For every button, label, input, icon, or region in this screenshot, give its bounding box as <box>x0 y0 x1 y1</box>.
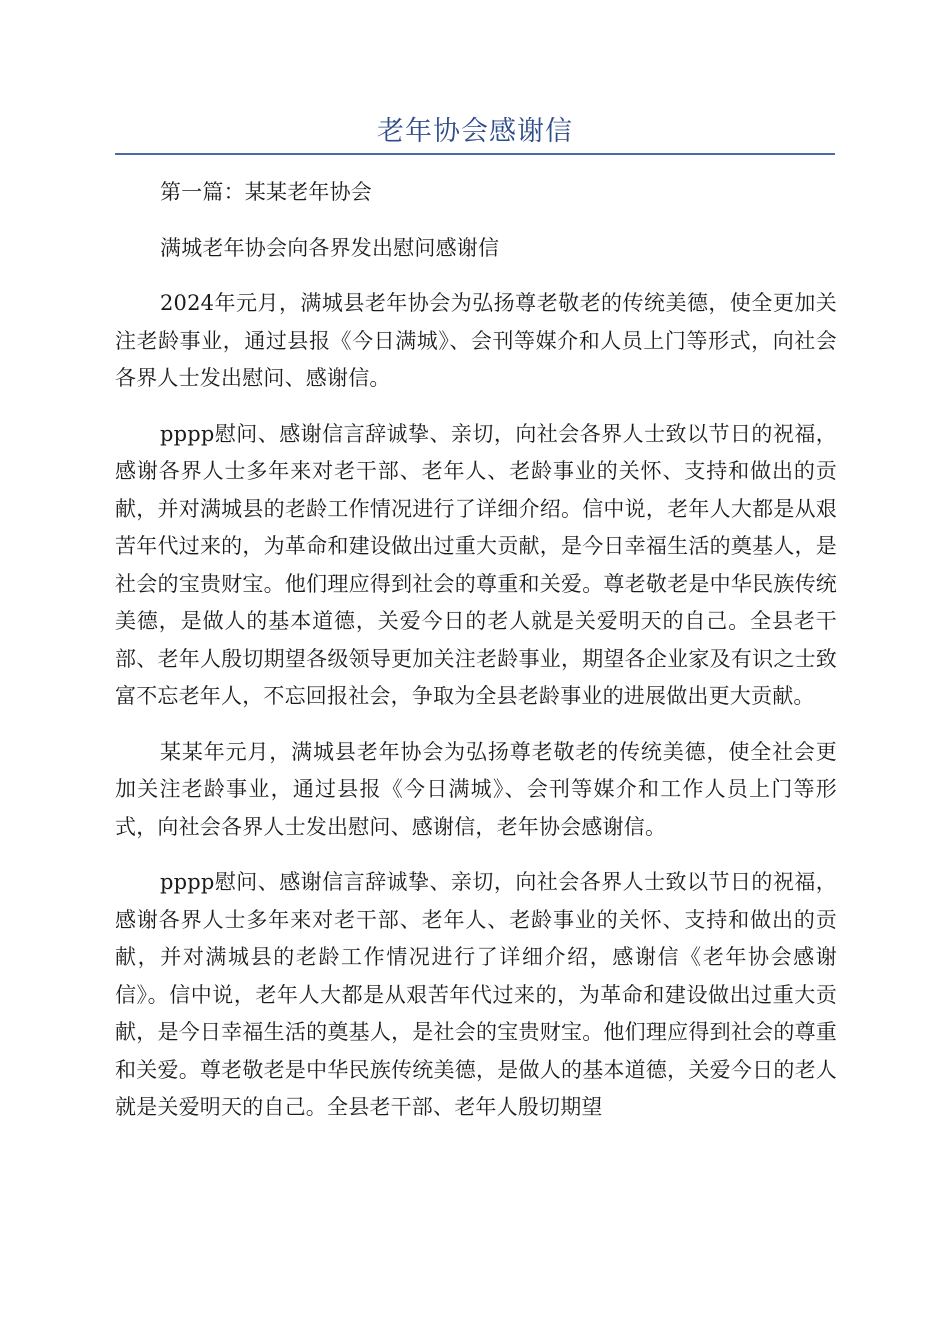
body-paragraph: pppp慰问、感谢信言辞诚挚、亲切，向社会各界人士致以节日的祝福，感谢各界人士多年来对老干部、老年人、老龄事业的关怀、支持和做出的贡献，并对满城县的老龄工作情况进行了详细介绍。信中说，老年人大都是从艰苦年代过来的，为革命和建设做出过重大贡献，是今日幸福生活的奠基人，是社会的宝贵财宝。他们理应得到社会的尊重和关爱。尊老敬老是中华民族传统美德，是做人的基本道德，关爱今日的老人就是关爱明天的自己。全县老干部、老年人殷切期望各级领导更加关注老龄事业，期望各企业家及有识之士致富不忘老年人，不忘回报社会，争取为全县老龄事业的进展做出更大贡献。 <box>115 421 837 708</box>
letter-subtitle: 满城老年协会向各界发出慰问感谢信 <box>160 235 500 260</box>
section-heading: 第一篇：某某老年协会 <box>160 180 372 204</box>
document-body <box>115 174 837 1145</box>
body-paragraph: pppp慰问、感谢信言辞诚挚、亲切，向社会各界人士致以节日的祝福，感谢各界人士多年来对老干部、老年人、老龄事业的关怀、支持和做出的贡献，并对满城县的老龄工作情况进行了详细介绍，感谢信《老年协会感谢信》。信中说，老年人大都是从艰苦年代过来的，为革命和建设做出过重大贡献，是今日幸福生活的奠基人，是社会的宝贵财宝。他们理应得到社会的尊重和关爱。尊老敬老是中华民族传统美德，是做人的基本道德，关爱今日的老人就是关爱明天的自己。全县老干部、老年人殷切期望 <box>115 870 837 1119</box>
title-underline <box>115 153 835 155</box>
document-title: 老年协会感谢信 <box>377 116 573 147</box>
body-paragraph: 某某年元月，满城县老年协会为弘扬尊老敬老的传统美德，使全社会更加关注老龄事业，通过县报《今日满城》、会刊等媒介和工作人员上门等形式，向社会各界人士发出慰问、感谢信，老年协会感谢信。 <box>115 739 837 839</box>
body-paragraph: 2024年元月，满城县老年协会为弘扬尊老敬老的传统美德，使全更加关注老龄事业，通过县报《今日满城》、会刊等媒介和人员上门等形式，向社会各界人士发出慰问、感谢信。 <box>115 291 837 390</box>
